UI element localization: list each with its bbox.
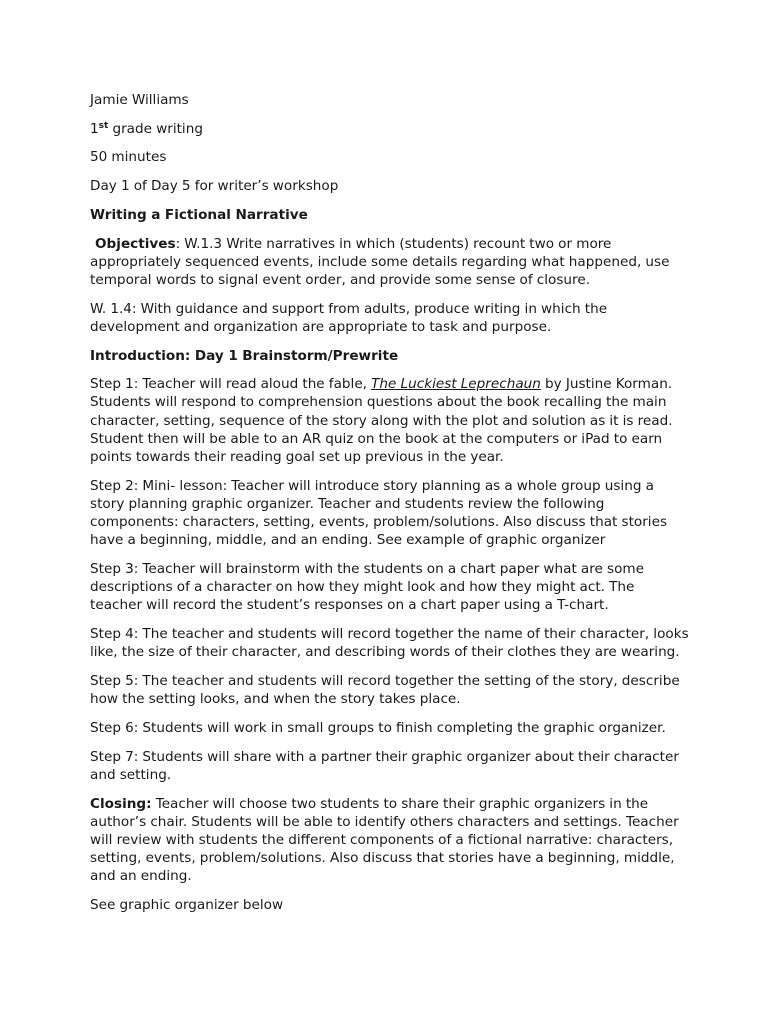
objectives-second: W. 1.4: With guidance and support from adults, produce writing in which the development and organization are appropriate to task and purpose. xyxy=(90,300,608,335)
day-line: Day 1 of Day 5 for writer’s workshop xyxy=(90,178,339,195)
step-6: Step 6: Students will work in small groups to finish completing the graphic organizer. xyxy=(90,719,666,736)
step-3: Step 3: Teacher will brainstorm with the students on a chart paper what are some descriptions of a character on how they might look and how they might act. The teacher will record the student’s responses on a chart paper using a T-chart. xyxy=(90,561,645,614)
objectives-text: : W.1.3 Write narratives in which (students) recount two or more appropriately sequenced events, include some details regarding what happened, use temporal words to signal event order, and provide some sense of closure. xyxy=(90,235,670,288)
step-1 xyxy=(90,375,690,466)
see-organizer-note: See graphic organizer below xyxy=(90,897,284,914)
grade-line xyxy=(90,120,690,138)
objectives-label: Objectives xyxy=(95,235,176,252)
closing-label: Closing: xyxy=(90,795,152,812)
step-4: Step 4: The teacher and students will record together the name of their character, looks like, the size of their character, and describing words of their clothes they are wearing. xyxy=(90,626,689,661)
introduction-heading: Introduction: Day 1 Brainstorm/Prewrite xyxy=(90,347,399,364)
closing-text: Teacher will choose two students to share their graphic organizers in the author’s chair. Students will be able to identify others characters and settings. Teacher will review with students the different components of a fictional narrative: characters, setting, events, problem/solutions. Also discuss that stories have a beginning, middle, and an ending. xyxy=(90,795,679,885)
objectives-paragraph xyxy=(90,235,690,290)
grade-number: 1 xyxy=(90,120,99,137)
step-7: Step 7: Students will share with a partner their graphic organizer about their character and setting. xyxy=(90,748,679,783)
book-title: The Luckiest Leprechaun xyxy=(371,376,541,393)
step-2: Step 2: Mini- lesson: Teacher will introduce story planning as a whole group using a story planning graphic organizer. Teacher and students review the following components: characters, setting, events, problem/solutions. Also discuss that stories have a beginning, middle, and an ending. See example of graphic organizer xyxy=(90,477,668,549)
step-1-post: by Justine Korman. Students will respond to comprehension questions about the book recalling the main character, setting, sequence of the story along with the plot and solution as it is read. Student then will be able to an AR quiz on the book at the computers or iPad to earn points towards their reading goal set up previous in the year. xyxy=(90,376,673,466)
closing-paragraph xyxy=(90,795,690,886)
step-1-pre: Step 1: Teacher will read aloud the fable, xyxy=(90,376,372,393)
step-5: Step 5: The teacher and students will record together the setting of the story, describe how the setting looks, and when the story takes place. xyxy=(90,673,680,708)
grade-suffix: st xyxy=(98,120,109,131)
duration: 50 minutes xyxy=(90,149,167,166)
lesson-title: Writing a Fictional Narrative xyxy=(90,206,308,223)
document-page xyxy=(90,91,690,925)
author-name: Jamie Williams xyxy=(90,92,189,108)
grade-rest: grade writing xyxy=(108,120,203,137)
